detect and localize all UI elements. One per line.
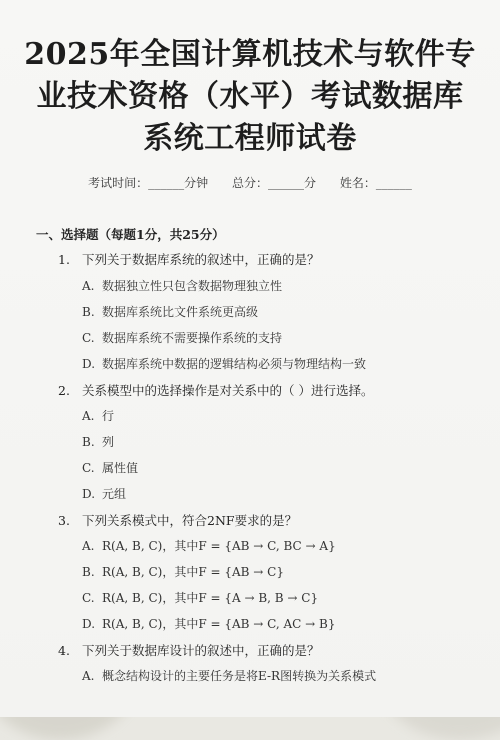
option-text: 元组 [102, 487, 127, 501]
question [58, 641, 320, 659]
option-label: D. [82, 357, 96, 371]
answer-option [82, 485, 126, 502]
option-text: 概念结构设计的主要任务是将E-R图转换为关系模式 [102, 669, 377, 683]
question [58, 511, 297, 529]
answer-option [82, 355, 366, 372]
question-text: 下列关于数据库设计的叙述中，正确的是？ [82, 643, 320, 658]
question-number: 1. [58, 252, 70, 267]
option-label: A. [82, 669, 95, 683]
option-label: A. [82, 539, 95, 553]
question-number: 2. [58, 383, 70, 398]
answer-option [82, 537, 336, 554]
option-text: 行 [102, 409, 115, 423]
option-label: C. [82, 591, 95, 605]
exam-time: 考试时间：______分钟 [88, 176, 209, 190]
option-label: D. [82, 617, 96, 631]
option-text: 数据库系统比文件系统更高级 [102, 305, 259, 319]
question-text: 关系模型中的选择操作是对关系中的（ ）进行选择。 [82, 383, 374, 398]
answer-option [82, 329, 282, 346]
option-text: R(A, B, C)，其中F = {AB → C} [102, 565, 284, 579]
option-label: B. [82, 435, 95, 449]
question-text: 下列关于数据库系统的叙述中，正确的是？ [82, 252, 320, 267]
exam-name: 姓名：______ [339, 176, 412, 190]
answer-option [82, 277, 282, 294]
exam-score: 总分：______分 [231, 176, 316, 190]
option-label: A. [82, 409, 95, 423]
section-title: 一、选择题（每题1分，共25分） [36, 227, 225, 242]
answer-option [82, 615, 336, 632]
answer-option [82, 459, 138, 476]
option-label: B. [82, 305, 95, 319]
option-text: 数据独立性只包含数据物理独立性 [102, 279, 283, 293]
option-text: 数据库系统中数据的逻辑结构必须与物理结构一致 [102, 357, 367, 371]
answer-option [82, 563, 284, 580]
option-label: D. [82, 487, 96, 501]
option-text: 列 [102, 435, 115, 449]
question [58, 381, 373, 399]
title-line: 业技术资格（水平）考试数据库 [36, 79, 464, 114]
question [58, 250, 320, 268]
option-label: C. [82, 331, 95, 345]
option-text: 数据库系统不需要操作系统的支持 [102, 331, 283, 345]
title-line: 2025年全国计算机技术与软件专 [24, 37, 476, 72]
question-number: 3. [58, 513, 70, 528]
option-text: R(A, B, C)，其中F = {AB → C, BC → A} [102, 539, 336, 553]
option-label: C. [82, 461, 95, 475]
option-text: R(A, B, C)，其中F = {AB → C, AC → B} [102, 617, 336, 631]
exam-title [20, 34, 480, 160]
option-label: A. [82, 279, 95, 293]
option-text: R(A, B, C)，其中F = {A → B, B → C} [102, 591, 319, 605]
answer-option [82, 667, 376, 684]
question-text: 下列关系模式中，符合2NF要求的是？ [82, 513, 298, 528]
answer-option [82, 433, 114, 450]
exam-meta [0, 174, 500, 191]
title-line: 系统工程师试卷 [143, 121, 357, 156]
answer-option [82, 407, 114, 424]
question-number: 4. [58, 643, 70, 658]
option-label: B. [82, 565, 95, 579]
answer-option [82, 303, 258, 320]
answer-option [82, 589, 318, 606]
option-text: 属性值 [102, 461, 139, 475]
